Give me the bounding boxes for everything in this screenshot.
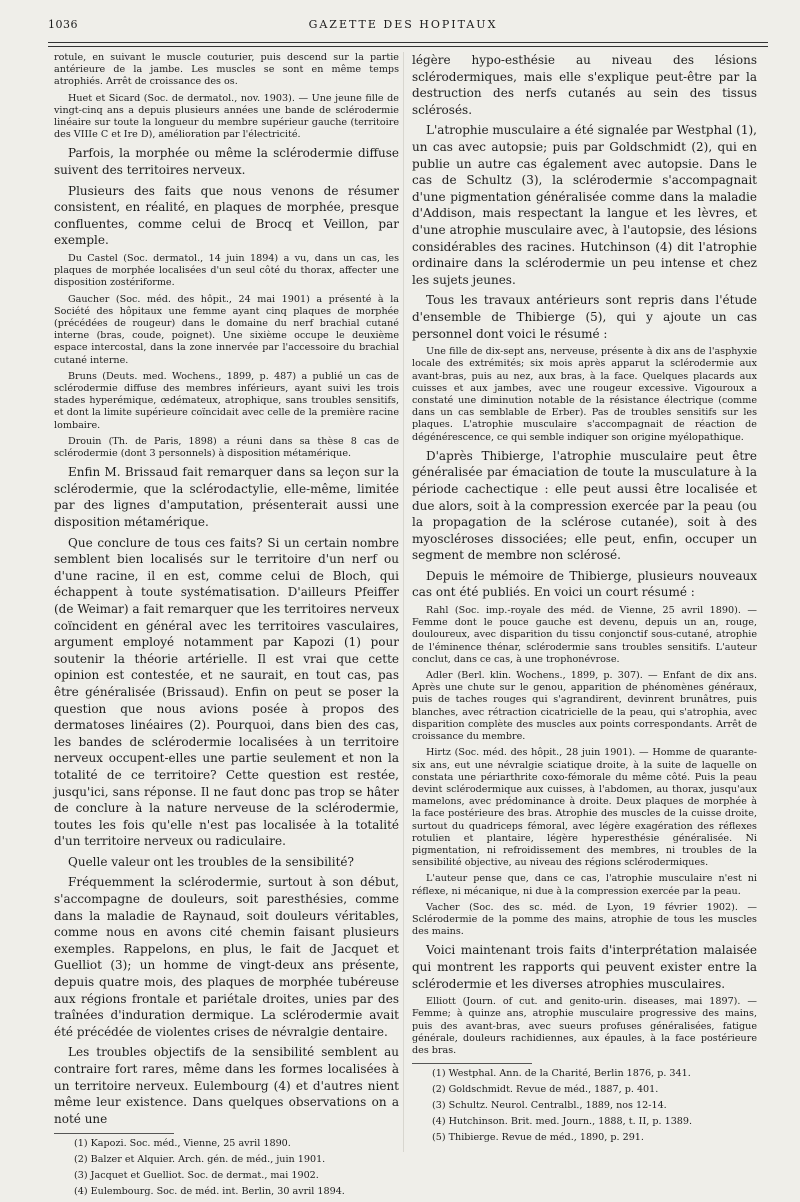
footnote: (2) Goldschmidt. Revue de méd., 1887, p. 401.	[432, 1084, 659, 1096]
footnote: (4) Hutchinson. Brit. med. Journ., 1888, t. II, p. 1389.	[432, 1116, 693, 1128]
body-paragraph: Voici maintenant trois faits d'interprétation malaisée qui montrent les rapports qui peuvent exister entre la sclérodermie et les diverses atrophies musculaires.	[412, 943, 757, 991]
body-paragraph: Que conclure de tous ces faits? Si un certain nombre semblent bien localisés sur le territoire d'un nerf ou d'une racine, il en est, comme celui de Bloch, qui échappent à toute systématisation. D'ailleurs Pfeiffer (de Weimar) a fait remarquer que les territoires nerveux coïncident en général avec les territoires vasculaires, argument employé notamment par Kapozi (1) pour soutenir la théorie artérielle. Il est vrai que cette opinion est contestée, et ne saurait, en tout cas, pas être généralisée (Brissaud). Enfin on peut se poser la question que nous avions posée à propos des dermatoses linéaires (2). Pourquoi, dans bien des cas, les bandes de sclérodermie localisées à un territoire nerveux occupent-elles une partie seulement et non la totalité de ce territoire? Cette question est restée, jusqu'ici, sans réponse. Il ne faut donc pas trop se hâter de conclure à la nature nerveuse de la sclérodermie, toutes les fois qu'elle n'est pas localisée à la totalité d'un territoire nerveux ou radiculaire.	[54, 535, 399, 849]
body-paragraph: Plusieurs des faits que nous venons de résumer consistent, en réalité, en plaques de morphée, presque confluentes, comme celui de Brocq et Veillon, par exemple.	[54, 183, 399, 248]
footnote: (1) Kapozi. Soc. méd., Vienne, 25 avril 1890.	[74, 1138, 291, 1150]
body-paragraph: Fréquemment la sclérodermie, surtout à son début, s'accompagne de douleurs, soit paresthésies, comme dans la maladie de Raynaud, soit douleurs véritables, comme nous en avons cité chemin faisant plusieurs exemples. Rappelons, en plus, le fait de Jacquet et Guelliot (3); un homme de vingt-deux ans présente, depuis quatre mois, des plaques de morphée tubéreuse aux régions frontale et pariétale droites, unies par des traînées d'induration dermique. La sclérodermie avait été précédée de violentes crises de névralgie dentaire.	[54, 875, 399, 1039]
body-paragraph: légère hypo-esthésie au niveau des lésions sclérodermiques, mais elle s'explique peut-être par la destruction des nerfs cutanés au sein des tissus sclérosés.	[412, 53, 757, 117]
case-paragraph: Rahl (Soc. imp.-royale des méd. de Vienne, 25 avril 1890). — Femme dont le pouce gauche est devenu, depuis un an, rouge, douloureux, avec disparition du tissu conjonctif sous-cutané, atrophie de l'éminence thénar, sclérodermie sans troubles sensitifs. L'auteur conclut, dans ce cas, à une trophonévrose.	[412, 605, 757, 665]
body-paragraph: D'après Thibierge, l'atrophie musculaire peut être généralisée par émaciation de toute la musculature à la période cachectique : elle peut aussi être localisée et due alors, soit à la compression exercée par la peau (ou la propagation de la sclérose cutanée), soit à des myoscléroses dissociées; elle peut, enfin, occuper un segment de membre non sclérosé.	[412, 448, 757, 563]
footnote-rule	[412, 1063, 532, 1064]
body-paragraph: Les troubles objectifs de la sensibilité semblent au contraire fort rares, même dans les formes localisées à un territoire nerveux. Eulembourg (4) et d'autres nient même leur existence. Dans quelques observations on a noté une	[54, 1045, 399, 1126]
right-column	[412, 52, 757, 1148]
running-title: GAZETTE DES HOPITAUX	[308, 18, 498, 31]
case-paragraph: Vacher (Soc. des sc. méd. de Lyon, 19 février 1902). — Sclérodermie de la pomme des mains, atrophie de tous les muscles des mains.	[412, 901, 757, 938]
body-paragraph: Enfin M. Brissaud fait remarquer dans sa leçon sur la sclérodermie, que la sclérodactylie, elle-même, limitée par des lignes d'amputation, présenterait aussi une disposition métamérique.	[54, 465, 399, 530]
footnote: (3) Schultz. Neurol. Centralbl., 1889, nos 12-14.	[432, 1100, 667, 1112]
body-paragraph: Quelle valeur ont les troubles de la sensibilité?	[68, 854, 354, 869]
body-paragraph: Tous les travaux antérieurs sont repris dans l'étude d'ensemble de Thibierge (5), qui y ajoute un cas personnel dont voici le résumé :	[412, 293, 757, 341]
case-paragraph: Elliott (Journ. of cut. and genito-urin. diseases, mai 1897). — Femme; à quinze ans, atrophie musculaire progressive des mains, puis des avant-bras, avec sueurs profuses généralisées, fatigue générale, douleurs rachidiennes, aux épaules, à la face postérieure des bras.	[412, 996, 757, 1056]
case-paragraph: Drouin (Th. de Paris, 1898) a réuni dans sa thèse 8 cas de sclérodermie (dont 3 personnels) à disposition métamérique.	[54, 435, 399, 460]
body-paragraph: Depuis le mémoire de Thibierge, plusieurs nouveaux cas ont été publiés. En voici un court résumé :	[412, 568, 757, 600]
body-paragraph: L'atrophie musculaire a été signalée par Westphal (1), un cas avec autopsie; puis par Goldschmidt (2), qui en publie un autre cas également avec autopsie. Dans le cas de Schultz (3), la sclérodermie s'accompagnait d'une pigmentation généralisée comme dans la maladie d'Addison, mais respectant la langue et les lèvres, et d'une atrophie musculaire avec, à l'autopsie, des lésions considérables des racines. Hutchinson (4) dit l'atrophie ordinaire dans la sclérodermie un peu intense et chez les sujets jeunes.	[412, 123, 757, 287]
footnote: (2) Balzer et Alquier. Arch. gén. de méd., juin 1901.	[74, 1154, 326, 1166]
page-header	[48, 14, 758, 38]
footnote: (3) Jacquet et Guelliot. Soc. de dermat., mai 1902.	[74, 1170, 319, 1182]
footnote: (5) Thibierge. Revue de méd., 1890, p. 291.	[432, 1132, 644, 1144]
case-paragraph: Gaucher (Soc. méd. des hôpit., 24 mai 1901) a présenté à la Société des hôpitaux une femme ayant cinq plaques de morphée (précédées de rougeur) dans le domaine du nerf brachial cutané interne (bras, coude, poignet). Une sixième occupe le deuxième espace intercostal, dans la zone innervée par l'accessoire du brachial cutané interne.	[54, 293, 399, 366]
case-paragraph: L'auteur pense que, dans ce cas, l'atrophie musculaire n'est ni réflexe, ni mécanique, ni due à la compression exercée par la peau.	[412, 873, 757, 897]
case-paragraph: Adler (Berl. klin. Wochens., 1899, p. 307). — Enfant de dix ans. Après une chute sur le genou, apparition de phénomènes généraux, puis de taches rouges qui s'agrandirent, devinrent brunâtres, puis blanches, avec rétraction cicatricielle de la peau, qui s'atrophia, avec disparition complète des muscles aux points correspondants. Arrêt de croissance du membre.	[412, 670, 757, 743]
footnote-rule	[54, 1133, 174, 1134]
body-paragraph: Parfois, la morphée ou même la sclérodermie diffuse suivent des territoires nerveux.	[54, 146, 399, 178]
case-paragraph: rotule, en suivant le muscle couturier, puis descend sur la partie antérieure de la jambe. Les muscles se sont en même temps atrophiés. Arrêt de croissance des os.	[54, 52, 399, 88]
case-paragraph: Une fille de dix-sept ans, nerveuse, présente à dix ans de l'asphyxie locale des extrémités; six mois après apparut la sclérodermie aux avant-bras, puis au nez, aux bras, à la face. Quelques placards aux cuisses et aux jambes, avec une rougeur excessive. Vigouroux a constaté une diminution notable de la résistance électrique (comme dans un cas semblable de Erber). Pas de troubles sensitifs sur les plaques. L'atrophie musculaire s'accompagnait de réaction de dégénérescence, ce qui semble indiquer son origine myélopathique.	[412, 346, 757, 443]
page-number: 1036	[48, 18, 78, 31]
header-rule	[48, 42, 768, 47]
footnote: (4) Eulembourg. Soc. de méd. int. Berlin, 30 avril 1894.	[74, 1186, 345, 1198]
case-paragraph: Bruns (Deuts. med. Wochens., 1899, p. 487) a publié un cas de sclérodermie diffuse des membres inférieurs, ayant suivi les trois stades hyperémique, œdémateux, atrophique, sans troubles sensitifs, et dont la limite supérieure coïncidait avec celle de la première racine lombaire.	[54, 370, 399, 431]
case-paragraph: Hirtz (Soc. méd. des hôpit., 28 juin 1901). — Homme de quarante-six ans, eut une névralgie sciatique droite, à la suite de laquelle on constata une périarthrite coxo-fémorale du même côté. Puis la peau devint sclérodermique aux cuisses, à l'abdomen, au thorax, jusqu'aux mamelons, avec prédominance à droite. Deux plaques de morphée à la face postérieure des bras. Atrophie des muscles de la cuisse droite, surtout du quadriceps fémoral, avec légère exagération des réflexes rotulien et plantaire, légère hyperesthésie généralisée. Ni pigmentation, ni refroidissement des membres, ni troubles de la sensibilité objective, au niveau des régions sclérodermiques.	[412, 747, 757, 869]
case-paragraph: Du Castel (Soc. dermatol., 14 juin 1894) a vu, dans un cas, les plaques de morphée localisées d'un seul côté du thorax, affecter une disposition zostériforme.	[54, 252, 399, 289]
footnote: (1) Westphal. Ann. de la Charité, Berlin 1876, p. 341.	[432, 1068, 691, 1080]
left-column	[54, 52, 399, 1202]
column-divider	[403, 52, 404, 1152]
case-paragraph: Huet et Sicard (Soc. de dermatol., nov. 1903). — Une jeune fille de vingt-cinq ans a depuis plusieurs années une bande de sclérodermie linéaire sur toute la longueur du membre supérieur gauche (territoire des VIIIe C et Ire D), amélioration par l'électricité.	[54, 92, 399, 141]
